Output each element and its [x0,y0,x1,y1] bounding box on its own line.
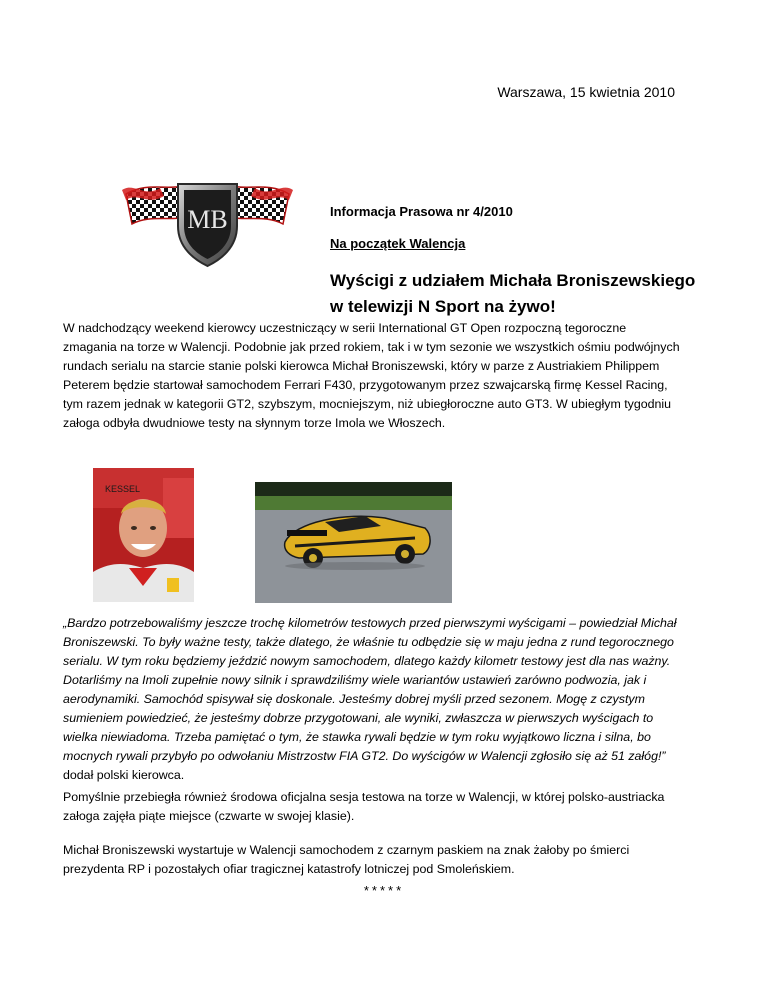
headline [330,268,730,320]
svg-text:KESSEL: KESSEL [105,484,141,494]
headline-line-2: w telewizji N Sport na żywo! [330,297,556,316]
quote-paragraph [63,614,683,785]
mb-logo [120,176,295,268]
release-number: Informacja Prasowa nr 4/2010 [330,204,513,219]
paragraph-mourning: Michał Broniszewski wystartuje w Walencji samochodem z czarnym paskiem na znak żałoby po śmierci prezydenta RP i pozostałych ofiar tragicznej katastrofy lotniczej pod Smoleńskiem. [63,843,630,876]
race-car-photo [255,482,452,603]
quote-text: „Bardzo potrzebowaliśmy jeszcze trochę kilometrów testowych przed pierwszymi wyścigami – powiedział Michał Broniszewski. To były ważne testy, także dlatego, że właśnie tu odbędzie się w maju jedna z rund tegorocznego serialu. W tym roku będziemy jeździć nowym samochodem, dlatego każdy kilometr testowy jest dla nas ważny. Dotarliśmy na Imoli zupełnie nowy silnik i sprawdziliśmy wiele wariantów ustawień zarówno podwozia, jak i aerodynamiki. Samochód spisywał się doskonale. Jesteśmy dobrej myśli przed sezonem. Mogę z czystym sumieniem powiedzieć, że jesteśmy dobrze przygotowani, ale wyniki, zwłaszcza w pierwszych wyścigach to wielka niewiadoma. Trzeba pamiętać o tym, że stawka rywali będzie w tym roku wyjątkowo liczna i silna, bo mocnych rywali przybyło po odwołaniu Mistrzostw FIA GT2. Do wyścigów w Walencji zgłosiło się aż 51 załóg!” [63,616,677,763]
quote-attribution: dodał polski kierowca. [63,768,185,782]
driver-photo [93,468,194,602]
logo-monogram: MB [187,205,228,234]
paragraph-intro: W nadchodzący weekend kierowcy uczestniczący w serii International GT Open rozpoczną tegoroczne zmagania na torze w Walencji. Podobnie jak przed rokiem, tak i w tym sezonie we wszystkich ośmiu podwójnych rundach serialu na starcie stanie polski kierowca Michał Broniszewski, który w parze z Austriakiem Philippem Peterem będzie startował samochodem Ferrari F430, przygotowanym przez szwajcarską firmę Kessel Racing, tym razem jednak w kategorii GT2, szybszym, mocniejszym, niż ubiegłoroczne auto GT3. W ubiegłym tygodniu załoga odbyła dwudniowe testy na słynnym torze Imola we Włoszech. [63,321,680,430]
paragraph-testing: Pomyślnie przebiegła również środowa oficjalna sesja testowa na torze w Walencji, w której polsko-austriacka załoga zajęła piąte miejsce (czwarte w swojej klasie). [63,790,665,823]
section-separator: ***** [363,883,405,898]
headline-line-1: Wyścigi z udziałem Michała Broniszewskiego [330,271,696,290]
date-line: Warszawa, 15 kwietnia 2010 [497,84,675,100]
subtitle: Na początek Walencja [330,236,466,251]
release-header [330,204,730,320]
